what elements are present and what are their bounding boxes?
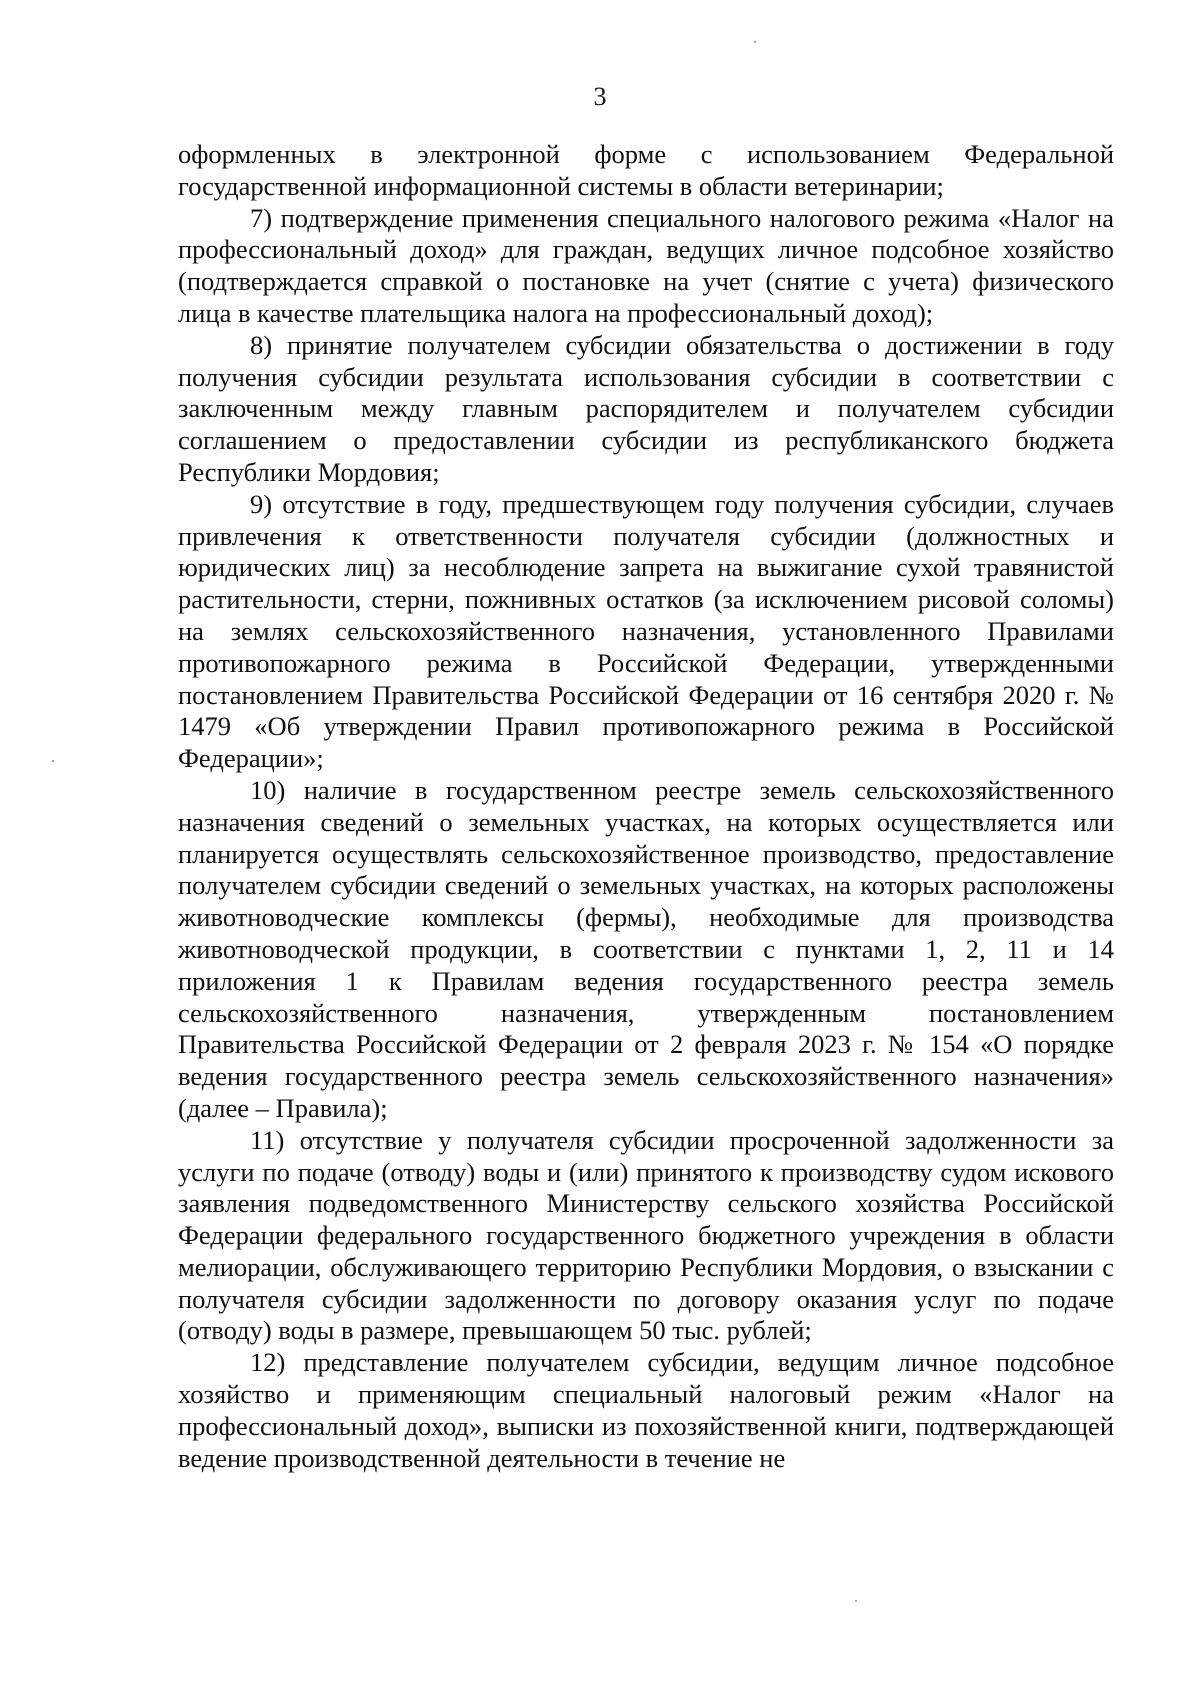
scan-speck bbox=[754, 41, 756, 43]
paragraph-item-7: 7) подтверждение применения специального налогового режима «Налог на профессиональный доход» для граждан, ведущих личное подсобное хозяйство (подтверждается справкой о постановке на учет (снятие с учета) физического лица в качестве плательщика налога на профессиональный доход); bbox=[178, 202, 1114, 328]
page-number: 3 bbox=[593, 82, 607, 111]
paragraph-item-12: 12) представление получателем субсидии, ведущим личное подсобное хозяйство и применяющим специальный налоговый режим «Налог на профессиональный доход», выписки из похозяйственной книги, подтверждающей ведение производственной деятельности в течение не bbox=[178, 1347, 1114, 1473]
paragraph-item-9: 9) отсутствие в году, предшествующем году получения субсидии, случаев привлечения к ответственности получателя субсидии (должностных и юридических лиц) за несоблюдение запрета на выжигание сухой травянистой растительности, стерни, пожнивных остатков (за исключением рисовой соломы) на землях сельскохозяйственного назначения, установленного Правилами противопожарного режима в Российской Федерации, утвержденными постановлением Правительства Российской Федерации от 16 сентября 2020 г. № 1479 «Об утверждении Правил противопожарного режима в Российской Федерации»; bbox=[178, 488, 1114, 774]
scan-speck bbox=[855, 1600, 857, 1602]
paragraph-item-8: 8) принятие получателем субсидии обязательства о достижении в году получения субсидии результата использования субсидии в соответствии с заключенным между главным распорядителем и получателем субсидии соглашением о предоставлении субсидии из республиканского бюджета Республики Мордовия; bbox=[178, 329, 1114, 487]
paragraph-item-11: 11) отсутствие у получателя субсидии просроченной задолженности за услуги по подаче (отводу) воды и (или) принятого к производству судом искового заявления подведомственного Министерству сельского хозяйства Российской Федерации федерального государственного бюджетного учреждения в области мелиорации, обслуживающего территорию Республики Мордовия, о взыскании с получателя субсидии задолженности по договору оказания услуг по подаче (отводу) воды в размере, превышающем 50 тыс. рублей; bbox=[178, 1124, 1114, 1346]
scan-speck bbox=[52, 760, 54, 762]
document-body bbox=[178, 139, 1114, 1474]
paragraph-continuation: оформленных в электронной форме с использованием Федеральной государственной информационной системы в области ветеринарии; bbox=[178, 139, 1114, 201]
paragraph-item-10: 10) наличие в государственном реестре земель сельскохозяйственного назначения сведений о земельных участках, на которых осуществляется или планируется осуществлять сельскохозяйственное производство, предоставление получателем субсидии сведений о земельных участках, на которых расположены животноводческие комплексы (фермы), необходимые для производства животноводческой продукции, в соответствии с пунктами 1, 2, 11 и 14 приложения 1 к Правилам ведения государственного реестра земель сельскохозяйственного назначения, утвержденным постановлением Правительства Российской Федерации от 2 февраля 2023 г. № 154 «О порядке ведения государственного реестра земель сельскохозяйственного назначения» (далее – Правила); bbox=[178, 774, 1114, 1123]
